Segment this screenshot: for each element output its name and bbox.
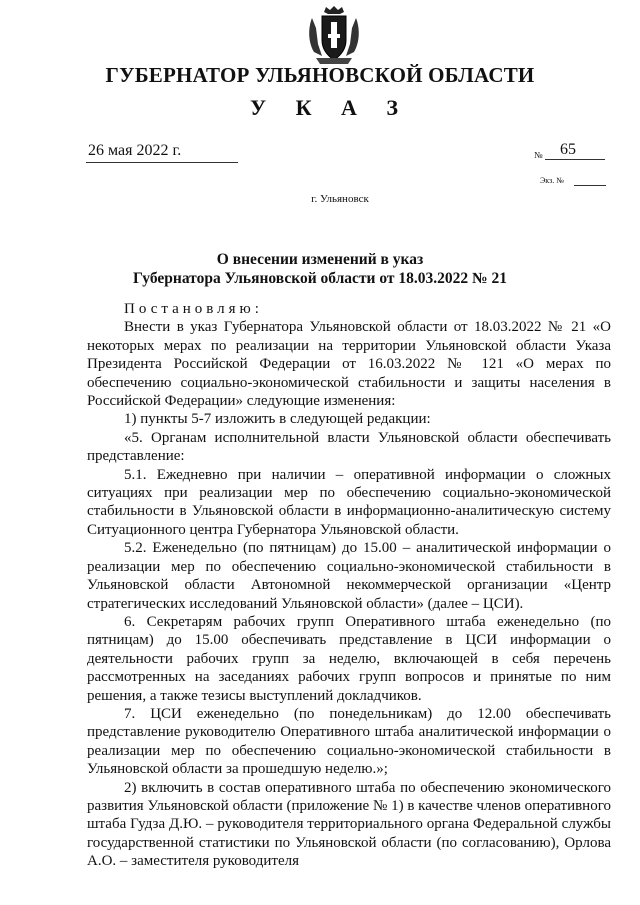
- paragraph: 6. Секретарям рабочих групп Оперативного штаба еженедельно (по пятницам) до 15.00 обеспечивать представление в ЦСИ информации о деятельности рабочих групп за неделю, включающей в себя перечень рассмотренных на заседаниях рабочих групп вопросов и принятые по ним решения, а также тезисы выступлений докладчиков.: [87, 613, 611, 704]
- paragraph: 7. ЦСИ еженедельно (по понедельникам) до 12.00 обеспечивать представление руководителю Оперативного штаба аналитической информации о реализации мер по обеспечению социально-экономической стабильности в Ульяновской области за прошедшую неделю.»;: [87, 705, 611, 778]
- decree-word: Постановляю:: [124, 301, 263, 317]
- document-heading: [100, 250, 540, 288]
- document-body: [87, 300, 611, 871]
- heading-line-1: О внесении изменений в указ: [216, 251, 424, 268]
- number-label: №: [534, 150, 543, 160]
- document-type: У К А З: [249, 95, 411, 120]
- paragraph: 2) включить в состав оперативного штаба по обеспечению экономического развития Ульяновской области (приложение № 1) в качестве членов оперативного штаба Гудза Д.Ю. – руководителя территориального органа Федеральной службы государственной статистики по Ульяновской области (по согласованию), Орлова А.О. – заместителя руководителя: [87, 779, 611, 870]
- paragraph: «5. Органам исполнительной власти Ульяновской области обеспечивать представление:: [87, 429, 611, 465]
- authority-title: ГУБЕРНАТОР УЛЬЯНОВСКОЙ ОБЛАСТИ: [105, 63, 535, 87]
- paragraph: Внести в указ Губернатора Ульяновской области от 18.03.2022 № 21 «О некоторых мерах по реализации на территории Ульяновской области Указа Президента Российской Федерации от 16.03.2022 № 121 «О мерах по обеспечению социально-экономической стабильности и защиты населения в Российской Федерации» следующие изменения:: [87, 319, 611, 410]
- document-number: 65: [560, 141, 576, 158]
- paragraph: 1) пункты 5-7 изложить в следующей редакции:: [124, 411, 431, 428]
- paragraph: 5.2. Еженедельно (по пятницам) до 15.00 – аналитической информации о реализации мер по обеспечению социально-экономической стабильности в Ульяновской области Автономной некоммерческой организации «Центр стратегических исследований Ульяновской области» (далее – ЦСИ).: [87, 540, 611, 612]
- paragraph: 5.1. Ежедневно при наличии – оперативной информации о сложных ситуациях при реализации мер по обеспечению социально-экономической стабильности в Ульяновской области в информационно-аналитическую систему Ситуационного центра Губернатора Ульяновской области.: [87, 466, 611, 538]
- heading-line-2: Губернатора Ульяновской области от 18.03.2022 № 21: [133, 270, 507, 287]
- number-underline: [545, 159, 605, 160]
- coat-of-arms-icon: [302, 4, 366, 66]
- document-date: 26 мая 2022 г.: [88, 142, 182, 159]
- date-underline: [86, 162, 238, 163]
- copy-number-underline: [574, 185, 606, 186]
- city: г. Ульяновск: [311, 193, 369, 205]
- copy-number-label: Экз. №: [540, 176, 564, 185]
